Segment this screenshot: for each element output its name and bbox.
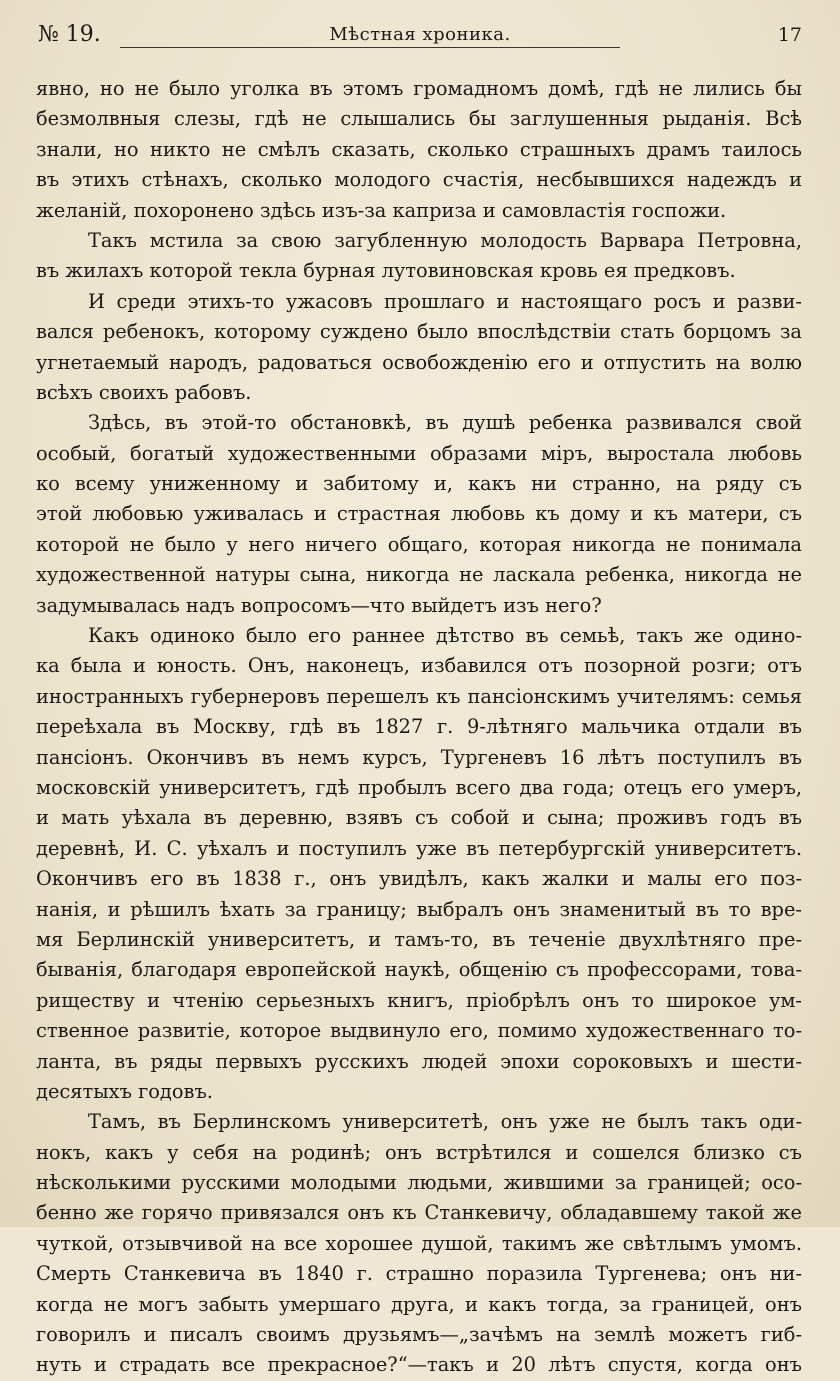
text-line: быванія, благодаря европейской наукѣ, общенію съ профессорами, това- xyxy=(36,958,802,982)
text-line: говорилъ и писалъ своимъ друзьямъ—„зачѣмъ на землѣ можетъ гиб- xyxy=(36,1323,802,1347)
text-line: бенно же горячо привязался онъ къ Станкевичу, обладавшему такой же xyxy=(36,1201,802,1225)
text-line: Окончивъ его въ 1838 г., онъ увидѣлъ, какъ жалки и малы его поз- xyxy=(36,867,802,891)
text-line: желаній, похоронено здѣсь изъ-за каприза и самовластія госпожи. xyxy=(36,198,727,222)
header-rule xyxy=(120,47,620,48)
text-line: ланта, въ ряды первыхъ русскихъ людей эпохи сороковыхъ и шести- xyxy=(36,1049,802,1073)
text-line: Смерть Станкевича въ 1840 г. страшно поразила Тургенева; онъ ни- xyxy=(36,1262,802,1286)
text-line: когда не могъ забыть умершаго друга, и какъ тогда, за границей, онъ xyxy=(36,1292,802,1316)
text-line: художественной натуры сына, никогда не ласкала ребенка, никогда не xyxy=(36,563,802,587)
text-line: переѣхала въ Москву, гдѣ въ 1827 г. 9-лѣтняго мальчика отдали въ xyxy=(36,715,802,739)
text-line: въ жилахъ которой текла бурная лутовиновская кровь ея предковъ. xyxy=(36,259,736,283)
text-line: угнетаемый народъ, радоваться освобожденію его и отпустить на волю xyxy=(36,350,802,374)
section-title: Мѣстная хроника. xyxy=(329,24,511,45)
text-line: чуткой, отзывчивой на все хорошее душой, такимъ же свѣтлымъ умомъ. xyxy=(36,1231,802,1255)
text-line: нанія, и рѣшилъ ѣхать за границу; выбралъ онъ знаменитый въ то вре- xyxy=(36,897,802,921)
page-number: 17 xyxy=(777,24,802,46)
text-line: Какъ одиноко было его раннее дѣтство въ семьѣ, такъ же одино- xyxy=(88,624,802,648)
text-line: Тамъ, въ Берлинскомъ университетѣ, онъ уже не былъ такъ оди- xyxy=(88,1110,802,1134)
text-line: деревнѣ, И. С. уѣхалъ и поступилъ уже въ петербургскій университетъ. xyxy=(36,836,802,860)
text-line: десятыхъ годовъ. xyxy=(36,1079,213,1103)
text-line: безмолвныя слезы, гдѣ не слышались бы заглушенныя рыданія. Всѣ xyxy=(36,107,802,131)
text-line: московскій университетъ, гдѣ пробылъ всего два года; отецъ его умеръ, xyxy=(36,775,802,799)
text-line: нокъ, какъ у себя на родинѣ; онъ встрѣтился и сошелся близко съ xyxy=(36,1140,802,1164)
text-line: которой не было у него ничего общаго, которая никогда не понимала xyxy=(36,532,802,556)
text-line: Здѣсь, въ этой-то обстановкѣ, въ душѣ ребенка развивался свой xyxy=(88,411,802,435)
text-line: знали, но никто не смѣлъ сказать, сколько страшныхъ драмъ таилось xyxy=(36,137,802,161)
text-line: пансіонъ. Окончивъ въ немъ курсъ, Тургеневъ 16 лѣтъ поступилъ въ xyxy=(36,745,802,769)
text-line: нѣсколькими русскими молодыми людьми, жившими за границей; осо- xyxy=(36,1171,802,1195)
text-line: Такъ мстила за свою загубленную молодость Варвара Петровна, xyxy=(88,228,802,252)
text-line: нуть и страдать все прекрасное?“—такъ и 20 лѣтъ спустя, когда онъ xyxy=(36,1353,802,1377)
issue-number: № 19. xyxy=(38,22,101,47)
text-line: мя Берлинскій университетъ, и тамъ-то, въ теченіе двухлѣтняго пре- xyxy=(36,927,802,951)
text-line: ко всему униженному и забитому и, какъ ни странно, на ряду съ xyxy=(36,472,802,496)
text-line: явно, но не было уголка въ этомъ громадномъ домѣ, гдѣ не лились бы xyxy=(36,77,802,100)
text-line: риществу и чтенію серьезныхъ книгъ, пріобрѣлъ онъ то широкое ум- xyxy=(36,988,802,1012)
text-line: всѣхъ своихъ рабовъ. xyxy=(36,380,252,404)
text-line: и мать уѣхала въ деревню, взявъ съ собой и сына; проживъ годъ въ xyxy=(36,806,802,830)
text-line: этой любовью уживалась и страстная любовь къ дому и къ матери, съ xyxy=(36,502,802,526)
text-line: иностранныхъ губернеровъ перешелъ къ пансіонскимъ учителямъ: семья xyxy=(36,684,802,708)
text-line: вался ребенокъ, которому суждено было впослѣдствіи стать борцомъ за xyxy=(36,320,802,344)
text-line: задумывалась надъ вопросомъ—что выйдетъ изъ него? xyxy=(36,593,602,617)
body-text xyxy=(36,74,802,1381)
text-line: особый, богатый художественными образами міръ, выростала любовь xyxy=(36,441,802,465)
text-line: въ этихъ стѣнахъ, сколько молодого счастія, несбывшихся надеждъ и xyxy=(36,168,802,192)
text-line: И среди этихъ-то ужасовъ прошлаго и настоящаго росъ и разви- xyxy=(88,289,802,313)
text-line: ка была и юность. Онъ, наконецъ, избавился отъ позорной розги; отъ xyxy=(36,654,802,678)
text-line: ственное развитіе, которое выдвинуло его, помимо художественнаго то- xyxy=(36,1019,802,1043)
